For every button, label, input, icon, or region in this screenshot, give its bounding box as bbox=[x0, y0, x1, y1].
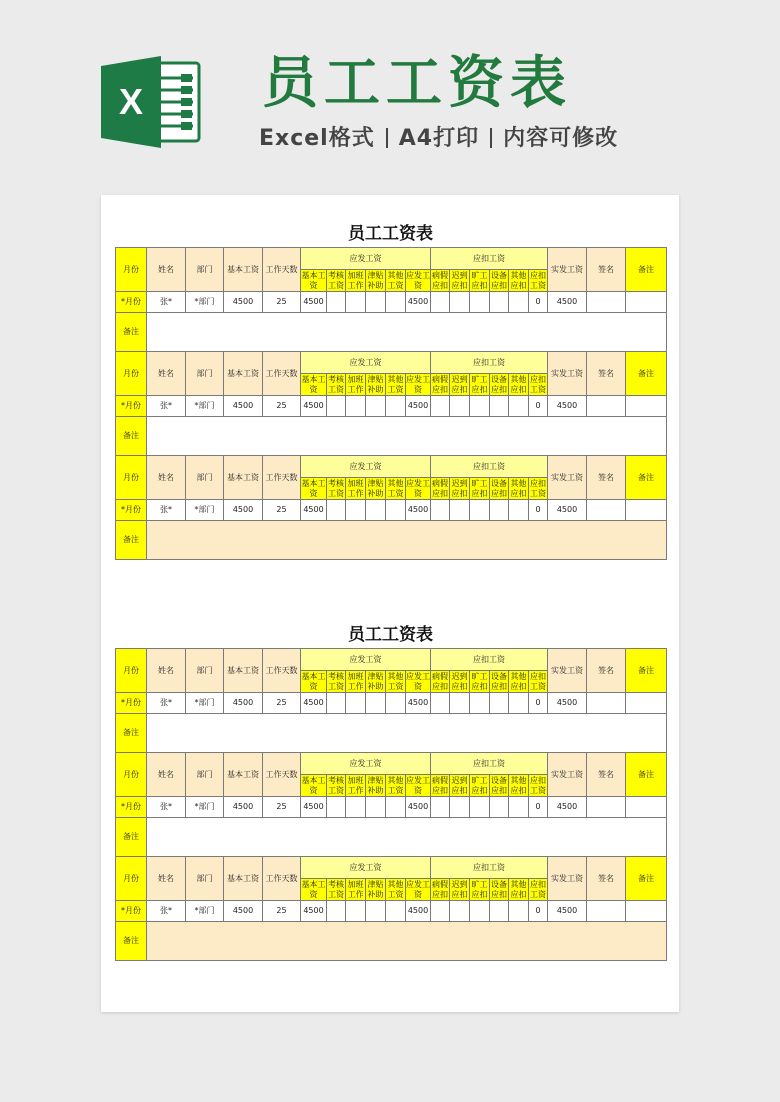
subheader-cell: 设备应扣 bbox=[491, 478, 507, 498]
header-actual-salary: 实发工资 bbox=[548, 857, 587, 901]
header-dept: 部门 bbox=[186, 352, 224, 396]
subheader-cell: 其他工资 bbox=[387, 374, 404, 394]
subheader-cell: 其他工资 bbox=[387, 775, 404, 795]
header-month: 月份 bbox=[116, 857, 147, 901]
cell-remark[interactable] bbox=[626, 396, 667, 417]
cell-payable[interactable] bbox=[366, 797, 386, 818]
cell-payable[interactable]: 4500 bbox=[406, 292, 431, 313]
salary-sheet bbox=[115, 221, 666, 560]
subheader-cell: 应扣工资 bbox=[530, 775, 546, 795]
header-base-salary: 基本工资 bbox=[224, 857, 263, 901]
subtitle-separator bbox=[490, 128, 492, 148]
cell-payable[interactable] bbox=[346, 901, 366, 922]
cell-payable[interactable] bbox=[327, 500, 346, 521]
cell-payable[interactable]: 4500 bbox=[406, 797, 431, 818]
cell-deduct[interactable] bbox=[450, 797, 470, 818]
cell-name[interactable]: 张* bbox=[147, 500, 186, 521]
subheader-cell: 其他应扣 bbox=[510, 671, 527, 691]
header-dept: 部门 bbox=[186, 649, 224, 693]
header-name: 姓名 bbox=[147, 753, 186, 797]
cell-dept[interactable]: *部门 bbox=[186, 292, 224, 313]
header-remark: 备注 bbox=[626, 857, 667, 901]
subheader-cell: 病假应扣 bbox=[432, 374, 448, 394]
header-deduct-group: 应扣工资 bbox=[431, 248, 548, 270]
cell-payable[interactable] bbox=[366, 500, 386, 521]
subheader-cell: 迟到应扣 bbox=[451, 671, 468, 691]
cell-dept[interactable]: *部门 bbox=[186, 693, 224, 714]
subheader-cell: 旷工应扣 bbox=[471, 374, 488, 394]
cell-remark[interactable] bbox=[626, 901, 667, 922]
cell-actual-salary[interactable]: 4500 bbox=[548, 797, 587, 818]
subheader-cell: 其他工资 bbox=[387, 879, 404, 899]
note-label: 备注 bbox=[116, 922, 147, 961]
subheader-cell: 基本工资 bbox=[301, 879, 326, 899]
excel-icon bbox=[101, 56, 201, 148]
subheader-cell: 设备应扣 bbox=[491, 879, 507, 899]
header-sign: 签名 bbox=[587, 352, 626, 396]
cell-payable[interactable] bbox=[346, 693, 366, 714]
header-name: 姓名 bbox=[147, 352, 186, 396]
header-actual-salary: 实发工资 bbox=[548, 352, 587, 396]
cell-deduct[interactable] bbox=[470, 396, 490, 417]
cell-payable[interactable] bbox=[386, 901, 406, 922]
subheader-cell: 津贴补助 bbox=[367, 270, 384, 290]
salary-table bbox=[115, 247, 667, 560]
header-payable-group: 应发工资 bbox=[301, 753, 431, 775]
cell-deduct[interactable] bbox=[509, 396, 529, 417]
salary-table bbox=[115, 648, 667, 961]
subtitle-editable: 内容可修改 bbox=[503, 126, 619, 151]
subheader-cell: 加班工作 bbox=[347, 270, 364, 290]
header-name: 姓名 bbox=[147, 857, 186, 901]
header-remark: 备注 bbox=[626, 456, 667, 500]
cell-deduct[interactable] bbox=[450, 901, 470, 922]
subheader-cell: 应扣工资 bbox=[530, 879, 546, 899]
subheader-cell: 加班工作 bbox=[347, 775, 364, 795]
header-actual-salary: 实发工资 bbox=[548, 456, 587, 500]
subheader-cell: 其他应扣 bbox=[510, 374, 527, 394]
header-sign: 签名 bbox=[587, 649, 626, 693]
subheader-cell: 旷工应扣 bbox=[471, 879, 488, 899]
subheader-cell: 基本工资 bbox=[301, 775, 326, 795]
header-payable-group: 应发工资 bbox=[301, 248, 431, 270]
subheader-cell: 津贴补助 bbox=[367, 775, 384, 795]
cell-deduct[interactable]: 0 bbox=[529, 500, 548, 521]
header-deduct-group: 应扣工资 bbox=[431, 352, 548, 374]
header-work-days: 工作天数 bbox=[263, 649, 301, 693]
header bbox=[0, 0, 780, 185]
header-dept: 部门 bbox=[186, 248, 224, 292]
cell-payable[interactable] bbox=[386, 292, 406, 313]
cell-payable[interactable] bbox=[346, 797, 366, 818]
subheader-cell: 病假应扣 bbox=[432, 478, 448, 498]
sheet-title: 员工工资表 bbox=[348, 625, 433, 645]
cell-payable[interactable]: 4500 bbox=[406, 693, 431, 714]
subheader-cell: 考核工资 bbox=[328, 270, 344, 290]
header-deduct-group: 应扣工资 bbox=[431, 456, 548, 478]
subheader-cell: 其他应扣 bbox=[510, 270, 527, 290]
header-remark: 备注 bbox=[626, 352, 667, 396]
cell-payable[interactable]: 4500 bbox=[301, 292, 327, 313]
cell-actual-salary[interactable]: 4500 bbox=[548, 500, 587, 521]
cell-remark[interactable] bbox=[626, 500, 667, 521]
subheader-cell: 其他应扣 bbox=[510, 775, 527, 795]
cell-remark[interactable] bbox=[626, 693, 667, 714]
header-month: 月份 bbox=[116, 352, 147, 396]
cell-deduct[interactable] bbox=[450, 396, 470, 417]
header-remark: 备注 bbox=[626, 753, 667, 797]
header-name: 姓名 bbox=[147, 248, 186, 292]
cell-payable[interactable] bbox=[327, 396, 346, 417]
subtitle bbox=[259, 124, 618, 154]
subheader-cell: 考核工资 bbox=[328, 775, 344, 795]
cell-base-salary[interactable]: 4500 bbox=[224, 693, 263, 714]
subheader-cell: 考核工资 bbox=[328, 879, 344, 899]
cell-work-days[interactable]: 25 bbox=[263, 797, 301, 818]
cell-deduct[interactable] bbox=[509, 292, 529, 313]
cell-deduct[interactable] bbox=[490, 500, 509, 521]
header-deduct-group: 应扣工资 bbox=[431, 857, 548, 879]
cell-name[interactable]: 张* bbox=[147, 292, 186, 313]
cell-base-salary[interactable]: 4500 bbox=[224, 292, 263, 313]
header-month: 月份 bbox=[116, 753, 147, 797]
subheader-cell: 应扣工资 bbox=[530, 270, 546, 290]
cell-sign[interactable] bbox=[587, 693, 626, 714]
header-dept: 部门 bbox=[186, 753, 224, 797]
cell-actual-salary[interactable]: 4500 bbox=[548, 396, 587, 417]
header-actual-salary: 实发工资 bbox=[548, 649, 587, 693]
cell-base-salary[interactable]: 4500 bbox=[224, 500, 263, 521]
header-payable-group: 应发工资 bbox=[301, 649, 431, 671]
subtitle-separator bbox=[386, 128, 388, 148]
header-name: 姓名 bbox=[147, 649, 186, 693]
cell-deduct[interactable] bbox=[431, 901, 450, 922]
cell-work-days[interactable]: 25 bbox=[263, 500, 301, 521]
note-cell[interactable] bbox=[147, 818, 667, 857]
header-work-days: 工作天数 bbox=[263, 857, 301, 901]
subheader-cell: 加班工作 bbox=[347, 671, 364, 691]
subheader-cell: 应发工资 bbox=[406, 879, 430, 899]
cell-deduct[interactable] bbox=[509, 500, 529, 521]
cell-remark[interactable] bbox=[626, 797, 667, 818]
subheader-cell: 其他工资 bbox=[387, 270, 404, 290]
header-month: 月份 bbox=[116, 456, 147, 500]
subheader-cell: 津贴补助 bbox=[367, 374, 384, 394]
header-sign: 签名 bbox=[587, 753, 626, 797]
subheader-cell: 基本工资 bbox=[301, 270, 326, 290]
header-remark: 备注 bbox=[626, 649, 667, 693]
subheader-cell: 津贴补助 bbox=[367, 671, 384, 691]
note-cell[interactable] bbox=[147, 521, 667, 560]
header-month: 月份 bbox=[116, 649, 147, 693]
subheader-cell: 设备应扣 bbox=[491, 775, 507, 795]
salary-sheet bbox=[115, 622, 666, 961]
cell-sign[interactable] bbox=[587, 396, 626, 417]
cell-month[interactable]: *月份 bbox=[116, 901, 147, 922]
header-dept: 部门 bbox=[186, 456, 224, 500]
cell-month[interactable]: *月份 bbox=[116, 797, 147, 818]
subheader-cell: 其他应扣 bbox=[510, 478, 527, 498]
cell-payable[interactable] bbox=[386, 693, 406, 714]
header-sign: 签名 bbox=[587, 248, 626, 292]
subheader-cell: 应扣工资 bbox=[530, 478, 546, 498]
cell-deduct[interactable] bbox=[490, 693, 509, 714]
header-actual-salary: 实发工资 bbox=[548, 248, 587, 292]
cell-deduct[interactable] bbox=[470, 500, 490, 521]
subheader-cell: 旷工应扣 bbox=[471, 775, 488, 795]
cell-base-salary[interactable]: 4500 bbox=[224, 396, 263, 417]
header-sign: 签名 bbox=[587, 857, 626, 901]
subheader-cell: 应扣工资 bbox=[530, 671, 546, 691]
subheader-cell: 应发工资 bbox=[406, 775, 430, 795]
subtitle-print: A4打印 bbox=[398, 126, 480, 151]
cell-deduct[interactable] bbox=[509, 693, 529, 714]
cell-deduct[interactable] bbox=[470, 797, 490, 818]
cell-payable[interactable] bbox=[366, 396, 386, 417]
cell-deduct[interactable]: 0 bbox=[529, 797, 548, 818]
cell-actual-salary[interactable]: 4500 bbox=[548, 693, 587, 714]
cell-payable[interactable] bbox=[366, 901, 386, 922]
note-label: 备注 bbox=[116, 313, 147, 352]
header-base-salary: 基本工资 bbox=[224, 352, 263, 396]
subheader-cell: 其他工资 bbox=[387, 478, 404, 498]
cell-payable[interactable] bbox=[386, 500, 406, 521]
cell-deduct[interactable] bbox=[431, 797, 450, 818]
cell-deduct[interactable] bbox=[431, 693, 450, 714]
cell-name[interactable]: 张* bbox=[147, 901, 186, 922]
subheader-cell: 设备应扣 bbox=[491, 270, 507, 290]
subheader-cell: 迟到应扣 bbox=[451, 775, 468, 795]
subheader-cell: 基本工资 bbox=[301, 478, 326, 498]
cell-payable[interactable]: 4500 bbox=[301, 500, 327, 521]
page-title: 员工工资表 bbox=[262, 51, 572, 116]
header-payable-group: 应发工资 bbox=[301, 857, 431, 879]
cell-remark[interactable] bbox=[626, 292, 667, 313]
header-work-days: 工作天数 bbox=[263, 248, 301, 292]
subheader-cell: 旷工应扣 bbox=[471, 478, 488, 498]
subheader-cell: 迟到应扣 bbox=[451, 879, 468, 899]
cell-dept[interactable]: *部门 bbox=[186, 500, 224, 521]
note-cell[interactable] bbox=[147, 714, 667, 753]
subheader-cell: 设备应扣 bbox=[491, 671, 507, 691]
header-payable-group: 应发工资 bbox=[301, 456, 431, 478]
cell-deduct[interactable] bbox=[509, 901, 529, 922]
cell-payable[interactable] bbox=[327, 292, 346, 313]
subheader-cell: 考核工资 bbox=[328, 671, 344, 691]
note-cell[interactable] bbox=[147, 417, 667, 456]
header-month: 月份 bbox=[116, 248, 147, 292]
subheader-cell: 迟到应扣 bbox=[451, 374, 468, 394]
cell-deduct[interactable]: 0 bbox=[529, 396, 548, 417]
subtitle-format: Excel格式 bbox=[259, 126, 375, 151]
header-work-days: 工作天数 bbox=[263, 456, 301, 500]
header-actual-salary: 实发工资 bbox=[548, 753, 587, 797]
header-deduct-group: 应扣工资 bbox=[431, 649, 548, 671]
subheader-cell: 基本工资 bbox=[301, 374, 326, 394]
subheader-cell: 加班工作 bbox=[347, 478, 364, 498]
cell-month[interactable]: *月份 bbox=[116, 500, 147, 521]
cell-deduct[interactable] bbox=[450, 500, 470, 521]
subheader-cell: 应扣工资 bbox=[530, 374, 546, 394]
cell-actual-salary[interactable]: 4500 bbox=[548, 292, 587, 313]
subheader-cell: 迟到应扣 bbox=[451, 270, 468, 290]
cell-payable[interactable] bbox=[327, 797, 346, 818]
cell-deduct[interactable] bbox=[490, 396, 509, 417]
cell-payable[interactable] bbox=[366, 693, 386, 714]
cell-deduct[interactable] bbox=[450, 292, 470, 313]
cell-deduct[interactable] bbox=[509, 797, 529, 818]
header-base-salary: 基本工资 bbox=[224, 248, 263, 292]
note-label: 备注 bbox=[116, 818, 147, 857]
cell-base-salary[interactable]: 4500 bbox=[224, 797, 263, 818]
cell-payable[interactable] bbox=[346, 292, 366, 313]
header-payable-group: 应发工资 bbox=[301, 352, 431, 374]
cell-payable[interactable] bbox=[386, 797, 406, 818]
cell-actual-salary[interactable]: 4500 bbox=[548, 901, 587, 922]
cell-deduct[interactable]: 0 bbox=[529, 292, 548, 313]
cell-payable[interactable]: 4500 bbox=[406, 901, 431, 922]
cell-sign[interactable] bbox=[587, 500, 626, 521]
subheader-cell: 其他工资 bbox=[387, 671, 404, 691]
cell-sign[interactable] bbox=[587, 292, 626, 313]
cell-payable[interactable]: 4500 bbox=[301, 797, 327, 818]
subheader-cell: 病假应扣 bbox=[432, 671, 448, 691]
note-cell[interactable] bbox=[147, 922, 667, 961]
subheader-cell: 旷工应扣 bbox=[471, 270, 488, 290]
cell-month[interactable]: *月份 bbox=[116, 693, 147, 714]
cell-payable[interactable]: 4500 bbox=[301, 901, 327, 922]
cell-dept[interactable]: *部门 bbox=[186, 396, 224, 417]
cell-deduct[interactable] bbox=[431, 396, 450, 417]
header-dept: 部门 bbox=[186, 857, 224, 901]
cell-deduct[interactable] bbox=[490, 797, 509, 818]
header-work-days: 工作天数 bbox=[263, 352, 301, 396]
cell-name[interactable]: 张* bbox=[147, 693, 186, 714]
subheader-cell: 津贴补助 bbox=[367, 478, 384, 498]
cell-work-days[interactable]: 25 bbox=[263, 901, 301, 922]
cell-deduct[interactable]: 0 bbox=[529, 901, 548, 922]
cell-payable[interactable] bbox=[346, 500, 366, 521]
subheader-cell: 旷工应扣 bbox=[471, 671, 488, 691]
cell-payable[interactable] bbox=[386, 396, 406, 417]
header-base-salary: 基本工资 bbox=[224, 753, 263, 797]
header-sign: 签名 bbox=[587, 456, 626, 500]
cell-deduct[interactable] bbox=[470, 693, 490, 714]
subheader-cell: 基本工资 bbox=[301, 671, 326, 691]
cell-dept[interactable]: *部门 bbox=[186, 901, 224, 922]
cell-deduct[interactable] bbox=[431, 500, 450, 521]
cell-name[interactable]: 张* bbox=[147, 797, 186, 818]
cell-payable[interactable]: 4500 bbox=[406, 500, 431, 521]
cell-deduct[interactable] bbox=[450, 693, 470, 714]
subheader-cell: 应发工资 bbox=[406, 478, 430, 498]
logo-letter: X bbox=[118, 81, 144, 122]
cell-work-days[interactable]: 25 bbox=[263, 292, 301, 313]
cell-work-days[interactable]: 25 bbox=[263, 693, 301, 714]
cell-month[interactable]: *月份 bbox=[116, 396, 147, 417]
subheader-cell: 其他应扣 bbox=[510, 879, 527, 899]
subheader-cell: 设备应扣 bbox=[491, 374, 507, 394]
cell-payable[interactable] bbox=[327, 901, 346, 922]
subheader-cell: 考核工资 bbox=[328, 478, 344, 498]
header-base-salary: 基本工资 bbox=[224, 456, 263, 500]
note-label: 备注 bbox=[116, 417, 147, 456]
cell-deduct[interactable] bbox=[470, 901, 490, 922]
cell-payable[interactable] bbox=[327, 693, 346, 714]
cell-dept[interactable]: *部门 bbox=[186, 797, 224, 818]
cell-deduct[interactable] bbox=[470, 292, 490, 313]
header-deduct-group: 应扣工资 bbox=[431, 753, 548, 775]
header-base-salary: 基本工资 bbox=[224, 649, 263, 693]
header-work-days: 工作天数 bbox=[263, 753, 301, 797]
subheader-cell: 考核工资 bbox=[328, 374, 344, 394]
cell-deduct[interactable] bbox=[490, 901, 509, 922]
subheader-cell: 应发工资 bbox=[406, 374, 430, 394]
cell-deduct[interactable]: 0 bbox=[529, 693, 548, 714]
cell-month[interactable]: *月份 bbox=[116, 292, 147, 313]
subheader-cell: 加班工作 bbox=[347, 374, 364, 394]
cell-base-salary[interactable]: 4500 bbox=[224, 901, 263, 922]
note-cell[interactable] bbox=[147, 313, 667, 352]
cell-payable[interactable] bbox=[346, 396, 366, 417]
cell-deduct[interactable] bbox=[431, 292, 450, 313]
subheader-cell: 津贴补助 bbox=[367, 879, 384, 899]
cell-payable[interactable]: 4500 bbox=[301, 693, 327, 714]
cell-work-days[interactable]: 25 bbox=[263, 396, 301, 417]
subheader-cell: 加班工作 bbox=[347, 879, 364, 899]
cell-payable[interactable]: 4500 bbox=[406, 396, 431, 417]
cell-sign[interactable] bbox=[587, 901, 626, 922]
cell-name[interactable]: 张* bbox=[147, 396, 186, 417]
subheader-cell: 迟到应扣 bbox=[451, 478, 468, 498]
note-label: 备注 bbox=[116, 521, 147, 560]
subheader-cell: 应发工资 bbox=[406, 270, 430, 290]
header-name: 姓名 bbox=[147, 456, 186, 500]
header-remark: 备注 bbox=[626, 248, 667, 292]
sheet-title: 员工工资表 bbox=[348, 224, 433, 244]
subheader-cell: 病假应扣 bbox=[432, 775, 448, 795]
subheader-cell: 应发工资 bbox=[406, 671, 430, 691]
cell-payable[interactable] bbox=[366, 292, 386, 313]
cell-deduct[interactable] bbox=[490, 292, 509, 313]
cell-payable[interactable]: 4500 bbox=[301, 396, 327, 417]
cell-sign[interactable] bbox=[587, 797, 626, 818]
note-label: 备注 bbox=[116, 714, 147, 753]
subheader-cell: 病假应扣 bbox=[432, 270, 448, 290]
subheader-cell: 病假应扣 bbox=[432, 879, 448, 899]
